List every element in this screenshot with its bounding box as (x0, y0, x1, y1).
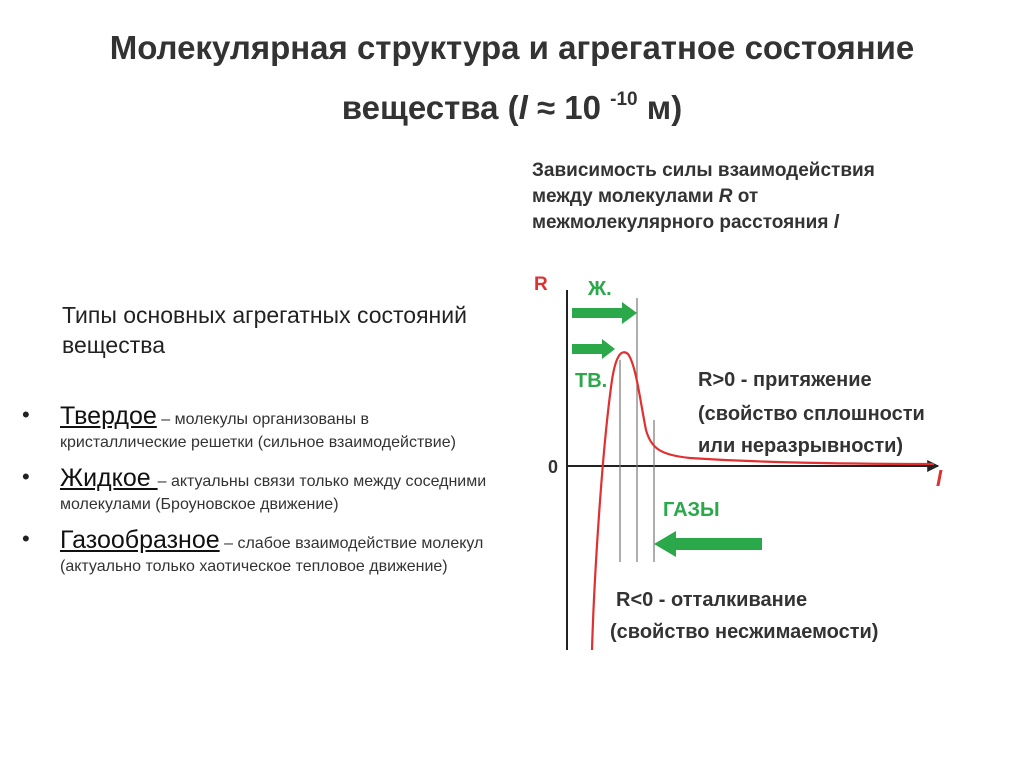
repulsion-text-line-1: R<0 - отталкивание (616, 589, 808, 611)
graph-caption-line-2 (532, 184, 972, 210)
state-description: слабое взаимодействие молекул (актуально только хаотическое тепловое движение) (60, 535, 484, 575)
attraction-text-line-3: или неразрывности) (698, 435, 904, 457)
caption-text: между молекулами (532, 186, 719, 207)
y-axis-label: R (534, 274, 548, 295)
force-distance-graph (520, 250, 980, 670)
graph-caption-line-3 (532, 210, 972, 236)
solid-arrow-icon (572, 339, 615, 359)
bullet-dot: • (22, 402, 30, 427)
gas-arrow-icon (654, 531, 762, 557)
title-line-2 (0, 74, 1024, 134)
title-exponent: -10 (610, 89, 638, 110)
state-term: Жидкое (60, 464, 158, 492)
state-term: Твердое (60, 402, 157, 430)
list-item (22, 464, 492, 516)
caption-variable: R (718, 186, 733, 207)
list-item (22, 526, 492, 578)
gas-label: ГАЗЫ (663, 499, 720, 521)
graph-caption (532, 158, 972, 236)
attraction-text-line-2: (свойство сплошности (698, 403, 925, 425)
zero-label: 0 (548, 457, 559, 477)
attraction-text-line-1: R>0 - притяжение (698, 369, 872, 391)
slide-title (0, 22, 1024, 134)
title-text: ≈ 10 (527, 89, 611, 126)
state-separator: – (157, 473, 171, 490)
list-item (22, 402, 492, 454)
repulsion-text-line-2: (свойство несжимаемости) (610, 621, 879, 643)
title-text: вещества ( (341, 89, 519, 126)
state-description: актуальны связи только между соседними молекулами (Броуновское движение) (60, 473, 487, 513)
solid-label: ТВ. (575, 370, 608, 392)
liquid-label: Ж. (588, 278, 612, 300)
x-axis-label: l (936, 466, 943, 491)
caption-text: межмолекулярного расстояния (532, 212, 834, 233)
state-description: молекулы организованы в кристаллические решетки (сильное взаимодействие) (60, 411, 456, 451)
types-heading: Типы основных агрегатных состояний вещества (62, 302, 467, 358)
state-separator: – (156, 411, 175, 428)
state-term: Газообразное (60, 526, 220, 554)
graph-caption-line-1: Зависимость силы взаимодействия (532, 160, 875, 181)
caption-text: от (732, 186, 759, 207)
bullet-dot: • (22, 526, 30, 551)
state-separator: – (219, 535, 238, 552)
liquid-arrow-icon (572, 302, 637, 324)
states-list (22, 402, 492, 588)
title-text: м) (637, 89, 683, 126)
bullet-dot: • (22, 464, 30, 489)
caption-variable: l (833, 212, 839, 233)
title-variable: l (518, 89, 528, 126)
title-line-1: Молекулярная структура и агрегатное состояние (109, 29, 915, 66)
